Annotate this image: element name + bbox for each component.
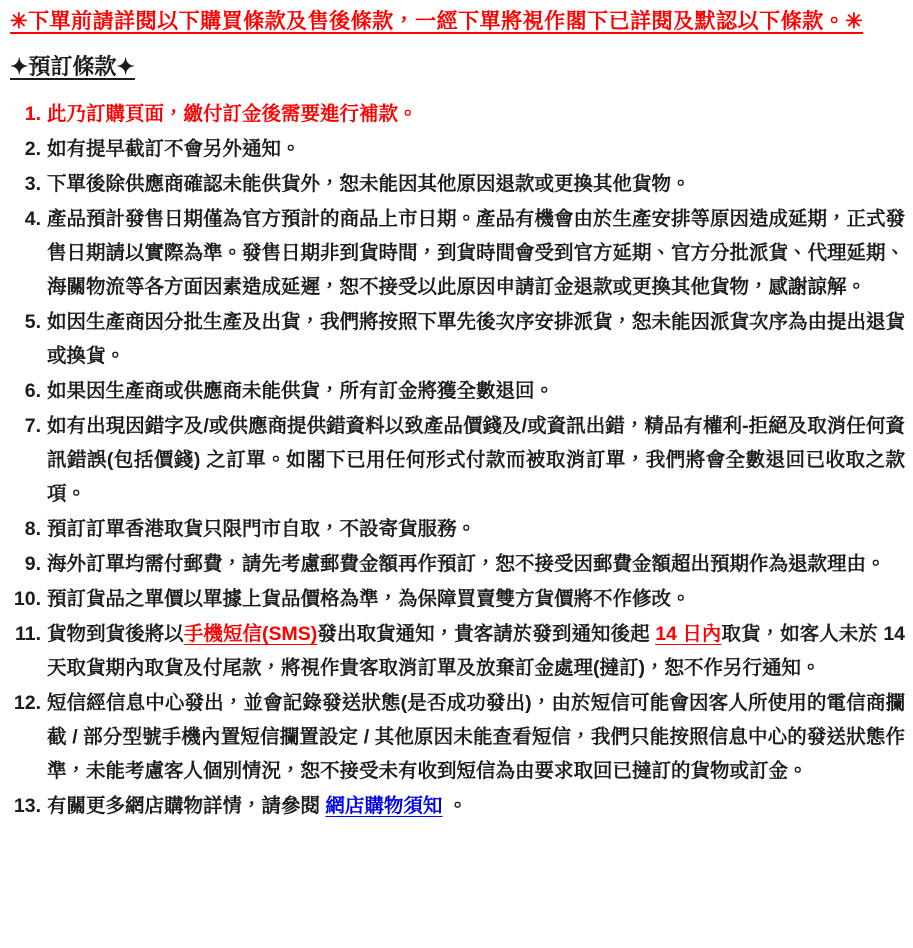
term-number: 11. [14,623,41,645]
term-number: 13. [13,795,41,817]
shop-guide-link[interactable]: 網店購物須知 [325,795,443,817]
term-text [47,173,691,195]
term-text [47,103,418,125]
term-text-segment: 如果因生產商或供應商未能供貨，所有訂金將獲全數退回。 [47,380,555,402]
term-text [47,795,467,817]
term-text-segment: 下單後除供應商確認未能供貨外，恕未能因其他原因退款或更換其他貨物。 [47,173,691,195]
terms-list [10,97,905,823]
term-item-1 [10,97,905,131]
term-text-segment: 如因生產商因分批生產及出貨，我們將按照下單先後次序安排派貨，恕未能因派貨次序為由提出退貨或換貨。 [47,311,906,367]
term-text [47,692,905,782]
term-number: 1. [24,103,41,125]
term-text-segment: 產品預計發售日期僅為官方預計的商品上市日期。產品有機會由於生產安排等原因造成延期，正式發售日期請以實際為準。發售日期非到貨時間，到貨時間會受到官方延期、官方分批派貨、代理延期、海關物流等各方面因素造成延遲，恕不接受以此原因申請訂金退款或更換其他貨物，感謝諒解。 [47,208,906,298]
term-text-segment: 有關更多網店購物詳情，請參閱 [47,795,326,817]
term-number: 8. [24,518,41,540]
term-item-3 [10,167,905,201]
highlighted-red-underline-text: 14 日內 [655,623,722,645]
term-number: 5. [24,311,41,333]
term-item-2 [10,132,905,166]
term-number: 7. [24,415,41,437]
highlighted-red-underline-text: 手機短信(SMS) [183,623,318,645]
term-text-segment: 預訂訂單香港取貨只限門市自取，不設寄貨服務。 [47,518,477,540]
pre-order-warning-heading: ✳︎下單前請詳閱以下購買條款及售後條款，一經下單將視作閣下已詳閱及默認以下條款。✳︎ [10,10,864,33]
term-number: 10. [13,588,41,610]
term-text-segment: 如有出現因錯字及/或供應商提供錯資料以致產品價錢及/或資訊出錯，精品有權利-拒絕及取消任何資訊錯誤(包括價錢) 之訂單。如閣下已用任何形式付款而被取消訂單，我們將會全數退回已收取之款項。 [47,415,905,505]
term-text-segment: 貨物到貨後將以 [47,623,184,645]
term-text [47,311,905,367]
term-text-segment: 取貨，如客人未於 14 天取貨期內取貨及付尾款，將視作貴客取消訂單及放棄訂金處理(撻訂)，恕不作另行通知。 [47,623,906,679]
term-text [47,588,691,610]
term-item-7 [10,409,905,511]
term-text-segment: 海外訂單均需付郵費，請先考慮郵費金額再作預訂，恕不接受因郵費金額超出預期作為退款理由。 [47,553,886,575]
term-text-segment: 預訂貨品之單價以單據上貨品價格為準，為保障買賣雙方貨價將不作修改。 [47,588,691,610]
section-title-preorder-terms: ✦預訂條款✦ [10,54,135,79]
term-text [47,415,905,505]
term-text [47,518,476,540]
term-text [47,208,905,298]
term-text-segment: 發出取貨通知，貴客請於發到通知後起 [317,623,656,645]
term-item-13 [10,789,905,823]
term-text [47,623,905,679]
term-text-segment: 如有提早截訂不會另外通知。 [47,138,301,160]
term-number: 4. [24,208,41,230]
term-item-5 [10,305,905,373]
term-item-10 [10,582,905,616]
term-text [47,553,886,575]
term-text-segment: 。 [442,795,468,817]
term-number: 3. [24,173,41,195]
term-text [47,380,554,402]
term-item-11 [10,617,905,685]
term-item-4 [10,202,905,304]
term-item-12 [10,686,905,788]
term-text [47,138,301,160]
term-item-8 [10,512,905,546]
term-number: 6. [24,380,41,402]
term-text-segment: 此乃訂購頁面，繳付訂金後需要進行補款。 [47,103,418,125]
term-text-segment: 短信經信息中心發出，並會記錄發送狀態(是否成功發出)，由於短信可能會因客人所使用的電信商攔截 / 部分型號手機內置短信攔置設定 / 其他原因未能查看短信，我們只能按照信息中心的發送狀態作準，未能考慮客人個別情況，恕不接受未有收到短信為由要求取回已撻訂的貨物或訂金。 [47,692,905,782]
term-item-9 [10,547,905,581]
term-number: 12. [13,692,41,714]
term-number: 2. [24,138,41,160]
term-item-6 [10,374,905,408]
term-number: 9. [24,553,41,575]
